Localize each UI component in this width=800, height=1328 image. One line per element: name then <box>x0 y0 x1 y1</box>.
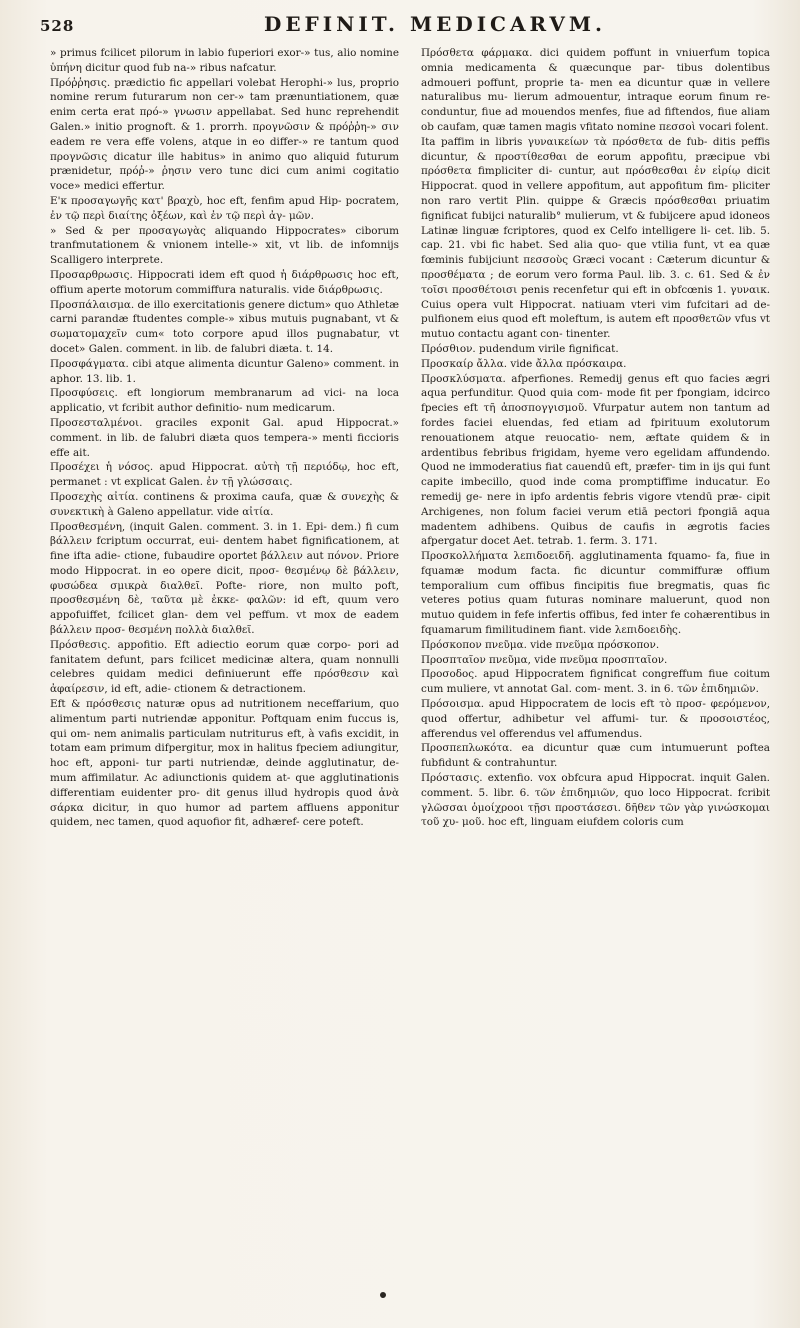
entry-paragraph: E'κ προσαγωγῆς κατ' βραχὺ, hoc eft, fenfim apud Hip- pocratem, ἐν τῷ περὶ διαίτης ὀξέων, καὶ ἐν τῷ περὶ ἀγ- μῶν. <box>50 194 399 222</box>
entry-paragraph: Προσεχὴς αἰτία. continens & proxima caufa, quæ & συνεχὴς & συνεκτικὴ à Galeno appellatur. vide αἰτία. <box>50 490 399 518</box>
entry-paragraph: Προσκολλήματα λεπιδοειδῆ. agglutinamenta fquamo- fa, fiue in fquamæ modum facta. fic dicuntur commiffuræ offium temporalium cum offibus fincipitis fiue bregmatis, quas fic veteres potius quam futuras nominare maluerunt, quod non mutuo quidem in fefe infertis offibus, fed inter fe cohærentibus in fquamarum fimilitudinem fiant. vide λεπιδοειδὴς. <box>421 550 770 637</box>
entry-paragraph: Πρόσθετα φάρμακα. dici quidem poffunt in vniuerfum topica omnia medicamenta & quæcunque par- tibus dolentibus admoueri poffunt, proprie ta- men ea dicuntur quæ in vellere naturalibus mu- lierum admouentur, intraque eorum finum re- conduntur, fiue ad mouendos menfes, fiue ad fiftendos, fiue aliam ob caufam, quæ tamen magis vfitato nomine πεσσοὶ vocari folent. <box>421 47 770 133</box>
entry-paragraph: Προσοδος. apud Hippocratem fignificat congreffum fiue coitum cum muliere, vt annotat Gal. com- ment. 3. in 6. τῶν ἐπιδημιῶν. <box>421 668 770 696</box>
page-header <box>40 12 770 38</box>
entry-paragraph: Πρόσοισμα. apud Hippocratem de locis eft τὸ προσ- φερόμενον, quod offertur, adhibetur vel affumi- tur. & προσοιστέος, afferendus vel offerendus vel affumendus. <box>421 698 770 740</box>
right-column <box>421 46 770 1308</box>
entry-paragraph: Πρόσθιον. pudendum virile fignificat. <box>421 342 619 355</box>
page-number: 528 <box>40 17 75 35</box>
entry-paragraph: Προσκλύσματα. afperfiones. Remedij genus eft quo facies ægri aqua perfunditur. Quod quia com- mode fit per fpongiam, idcirco fpecies eft τῆ ἀποσπογγισμοῦ. Vfurpatur autem non tantum ad fordes faciei eluendas, fed etiam ad fpirituum exolutorum renouationem atque reuocatio- nem, æftate quidem & in ardentibus febribus frigidam, hyeme vero egelidam affundendo. Quod ne immoderatius fiat cauendū eft, præfer- tim in ijs qui funt capite imbecillo, quod inde coma promptiffime inducatur. Eo remedij ge- nere in ipfo ardentis febris vigore vtendū præ- cipit Archigenes, non folum faciei verum etiā pectori fpongiā aqua madentem adhibens. Quibus de caufis in ægrotis facies afpergatur docet Aet. tetrab. 1. ferm. 3. 171. <box>421 372 770 548</box>
entry-paragraph: Προσφάγματα. cibi atque alimenta dicuntur Galeno» comment. in aphor. 13. lib. 1. <box>50 357 399 385</box>
entry-paragraph: Προσθεσμένη, (inquit Galen. comment. 3. in 1. Epi- dem.) fi cum βάλλειν fcriptum occurrat, eui- dentem habet fignificationem, at fine ifta adie- ctione, fubaudire oportet βάλλειν aut πόνον. Priore modo Hippocrat. in eo opere dicit, προσ- θεσμένῳ δὲ βάλλειν, φυσώδεα σμικρὰ διαλθεῖ. Pofte- riore, non multo poft, προσθεσμένη δὲ, ταῦτα μὲ ἐκκε- φαλῶν: id eft, quum vero appofuiffet, fcilicet glan- dem vel peffum. vt mox de eadem βάλλειν προσ- θεσμένη πολλὰ διαλθεῖ. <box>50 520 399 637</box>
entry-paragraph: » Sed & per προσαγωγὰς aliquando Hippocrates» ciborum tranfmutationem & vnionem intelle-» xit, vt lib. de infomnijs Scalligero interprete. <box>50 224 399 267</box>
entry-paragraph: » primus fcilicet pilorum in labio fuperiori exor-» tus, alio nomine ὑπήνη dicitur quod fub na-» ribus nafcatur. <box>50 47 399 74</box>
left-column <box>50 46 399 1308</box>
entry-paragraph: Ita paffim in libris γυναικείων τὰ πρόσθετα de fub- ditis peffis dicuntur, & προστίθεσθαι de eorum appofitu, præcipue vbi πρόσθετα fimpliciter di- cuntur, aut πρόσθεσθαι ἐν εἰρίῳ dicit Hippocrat. quod in vellere appofitum, aut appofitum fim- pliciter non raro vertit Plin. quippe & Græcis πρόσθεσθαι priuatim fignificat fubijci naturalib° mulierum, vt & fubijcere apud idoneos Latinæ linguæ fcriptores, quod ex Celfo intelligere li- cet. lib. 5. cap. 21. vbi fic habet. Sed alia quo- que vtilia funt, vt ea quæ fœminis fubijciunt πεσσοὺς Græci vocant : Cæterum dicuntur & προσθέματα ; de eorum vero forma Paul. lib. 3. c. 61. Sed & ἐν τοῖσι προσθέτοισι penis recenfetur qui eft in obfcœnis 1. γυναικ. Cuius opera vult Hippocrat. natiuam vteri vim fufcitari ad de- pulfionem eius quod eft moleftum, is autem eft προσθετῶν vfus vt mutuo contactu agant con- tinenter. <box>421 135 770 341</box>
entry-paragraph: Προσπεπλωκότα. ea dicuntur quæ cum intumuerunt poftea fubfidunt & contrahuntur. <box>421 742 770 770</box>
entry-paragraph: Προσέχει ἡ νόσος. apud Hippocrat. αὐτὴ τῇ περιόδῳ, hoc eft, permanet : vt explicat Galen. ἐν τῇ γλώσσαις. <box>50 461 399 489</box>
entry-paragraph: Πρόστασις. extenfio. vox obfcura apud Hippocrat. inquit Galen. comment. 5. libr. 6. τῶν ἐπιδημιῶν, quo loco Hippocrat. fcribit γλῶσσαι ὁμοίχροοι τῇσι προστάσεσι. δῆθεν τῶν γὰρ γινώσκομαι τοῦ χυ- μοῦ. hoc eft, linguam eiufdem coloris cum <box>421 772 770 829</box>
entry-paragraph: Προσαρθρωσις. Hippocrati idem eft quod ἡ διάρθρωσις hoc eft, offium aperte motorum commiffura naturalis. vide διάρθρωσις. <box>50 268 399 296</box>
entry-paragraph: Προσφύσεις. eft longiorum membranarum ad vici- na loca applicatio, vt fcribit author definitio- num medicarum. <box>50 387 399 415</box>
entry-paragraph: Πρόσθεσις. appofitio. Eft adiectio eorum quæ corpo- pori ad fanitatem defunt, pars fcilicet medicinæ altera, quam nonnulli celebres quidam medici definiuerunt effe πρόσθεσιν καὶ ἀφαίρεσιν, id eft, adie- ctionem & detractionem. <box>50 638 399 696</box>
entry-paragraph: Προσεσταλμένοι. graciles exponit Gal. apud Hippocrat.» comment. in lib. de falubri diæta quos tempera-» menti ficcioris effe ait. <box>50 416 399 459</box>
entry-paragraph: Προσπταῖον πνεῦμα, vide πνεῦμα προσπταῖον. <box>421 653 668 666</box>
entry-paragraph: Προσπάλαισμα. de illo exercitationis genere dictum» quo Athletæ carni parandæ ftudentes comple-» xibus mutuis pugnabant, vt & σωματομαχεῖν cum« toto corpore apud illos pugnabatur, vt docet» Galen. comment. in lib. de falubri diæta. t. 14. <box>50 298 399 355</box>
entry-paragraph: Πρόσκοπον πνεῦμα. vide πνεῦμα πρόσκοπον. <box>421 638 660 651</box>
running-title: DEFINIT. MEDICARVM. <box>263 12 607 36</box>
entry-paragraph: Προσκαίρ ἄλλα. vide ἄλλα πρόσκαιρα. <box>421 357 627 370</box>
entry-paragraph: Πρόῤῥησις. prædictio fic appellari volebat Herophi-» lus, proprio nomine rerum futurarum non cer-» tam prænuntiationem, quæ enim certa erat πρό-» γνωσιν appellabat. Sed hunc reprehendit Galen.» initio prognoft. & 1. prorrh. προγνῶσιν & πρόῤῥη-» σιν eadem re vera effe volens, atque in eo differ-» re tantum quod προγνῶσις dicatur ille habitus» in animo quo aliquid futurum prænidetur, πρόῤ-» ῥησιν vero tunc dici cum animi cogitatio voce» medici effertur. <box>50 76 399 193</box>
entry-paragraph: Eft & πρόσθεσις naturæ opus ad nutritionem neceffarium, quo alimentum parti nutriendæ apponitur. Poftquam enim fuccus is, qui om- nem animalis particulam nutriturus eft, à vafis excidit, in totam eam primum difpergitur, mox in halitus fpeciem adiungitur, hoc eft, apponi- tur parti nutriendæ, deinde agglutinatur, de- mum affimilatur. Ac adiunctionis quidem at- que agglutinationis differentiam euidenter pro- dit genus illud hydropis quod ἀνὰ σάρκα dicitur, in quo humor ad partem affluens apponitur quidem, nec tamen, quod aquofior fit, adhæref- cere poteft. <box>50 698 399 829</box>
ink-dot-mark <box>380 1292 386 1298</box>
text-columns <box>50 46 770 1308</box>
